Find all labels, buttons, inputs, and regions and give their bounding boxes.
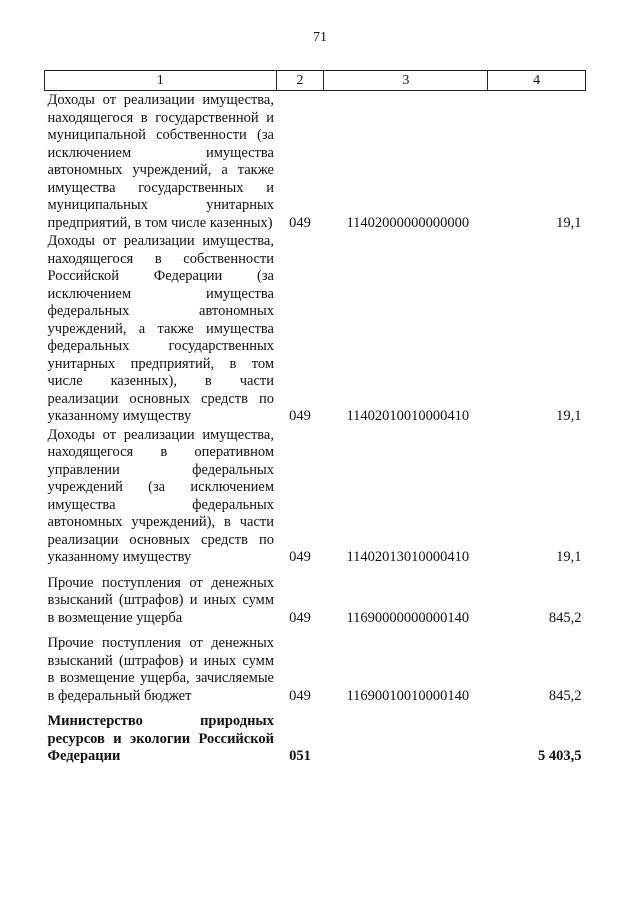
budget-table xyxy=(44,70,586,766)
row-amount: 19,1 xyxy=(556,408,582,424)
row-admin-code: 049 xyxy=(289,214,311,231)
row-amount: 19,1 xyxy=(556,214,582,231)
page-number: 71 xyxy=(313,30,327,45)
row-budget-code: 11402013010000410 xyxy=(346,549,470,565)
table-row xyxy=(45,91,586,233)
row-description: Прочие поступления от денежных взысканий (штрафов) и иных сумм в возмещение ущерба xyxy=(47,574,274,626)
table-row-ministry xyxy=(45,705,586,766)
row-budget-code: 11402010010000410 xyxy=(346,408,470,424)
row-admin-code: 049 xyxy=(289,408,311,424)
row-admin-code: 049 xyxy=(289,549,311,565)
row-description: Доходы от реализации имущества, находящегося в государственной и муниципальной собственности (за исключением имущества автономных учреждений, а также имущества государственных и муниципальных унитарных предприятий, в том числе казенных) xyxy=(47,92,274,231)
row-description: Доходы от реализации имущества, находящегося в собственности Российской Федерации (за исключением имущества федеральных автономных учреждений, а также имущества федеральных государственных унитарных предприятий, в том числе казенных), в части реализации основных средств по указанному имуществу xyxy=(47,233,274,424)
row-budget-code: 11690000000000140 xyxy=(346,609,470,626)
row-description: Министерство природных ресурсов и экологии Российской Федерации xyxy=(47,713,274,764)
table-row xyxy=(45,426,586,567)
row-admin-code: 051 xyxy=(289,748,311,764)
row-description: Доходы от реализации имущества, находящегося в оперативном управлении федеральных учреждений (за исключением имущества федеральных автономных учреждений), в части реализации основных средств по указанному имуществу xyxy=(47,426,274,565)
column-header-4: 4 xyxy=(488,71,586,91)
table-row xyxy=(45,627,586,705)
header-row xyxy=(45,71,586,91)
column-header-1: 1 xyxy=(45,71,277,91)
row-amount: 845,2 xyxy=(548,687,582,704)
row-budget-code: 11690010010000140 xyxy=(346,687,470,704)
row-description: Прочие поступления от денежных взысканий (штрафов) и иных сумм в возмещение ущерба, зачисляемые в федеральный бюджет xyxy=(47,635,274,704)
row-admin-code: 049 xyxy=(289,687,311,704)
column-header-2: 2 xyxy=(276,71,324,91)
row-budget-code xyxy=(324,705,488,766)
row-budget-code: 11402000000000000 xyxy=(346,214,470,231)
row-amount: 5 403,5 xyxy=(538,748,582,764)
table-row xyxy=(45,232,586,426)
row-admin-code: 049 xyxy=(289,609,311,626)
table-header xyxy=(45,71,586,91)
column-header-3: 3 xyxy=(324,71,488,91)
table-body xyxy=(45,91,586,766)
row-amount: 845,2 xyxy=(548,609,582,626)
row-amount: 19,1 xyxy=(556,549,582,565)
table-row xyxy=(45,567,586,628)
